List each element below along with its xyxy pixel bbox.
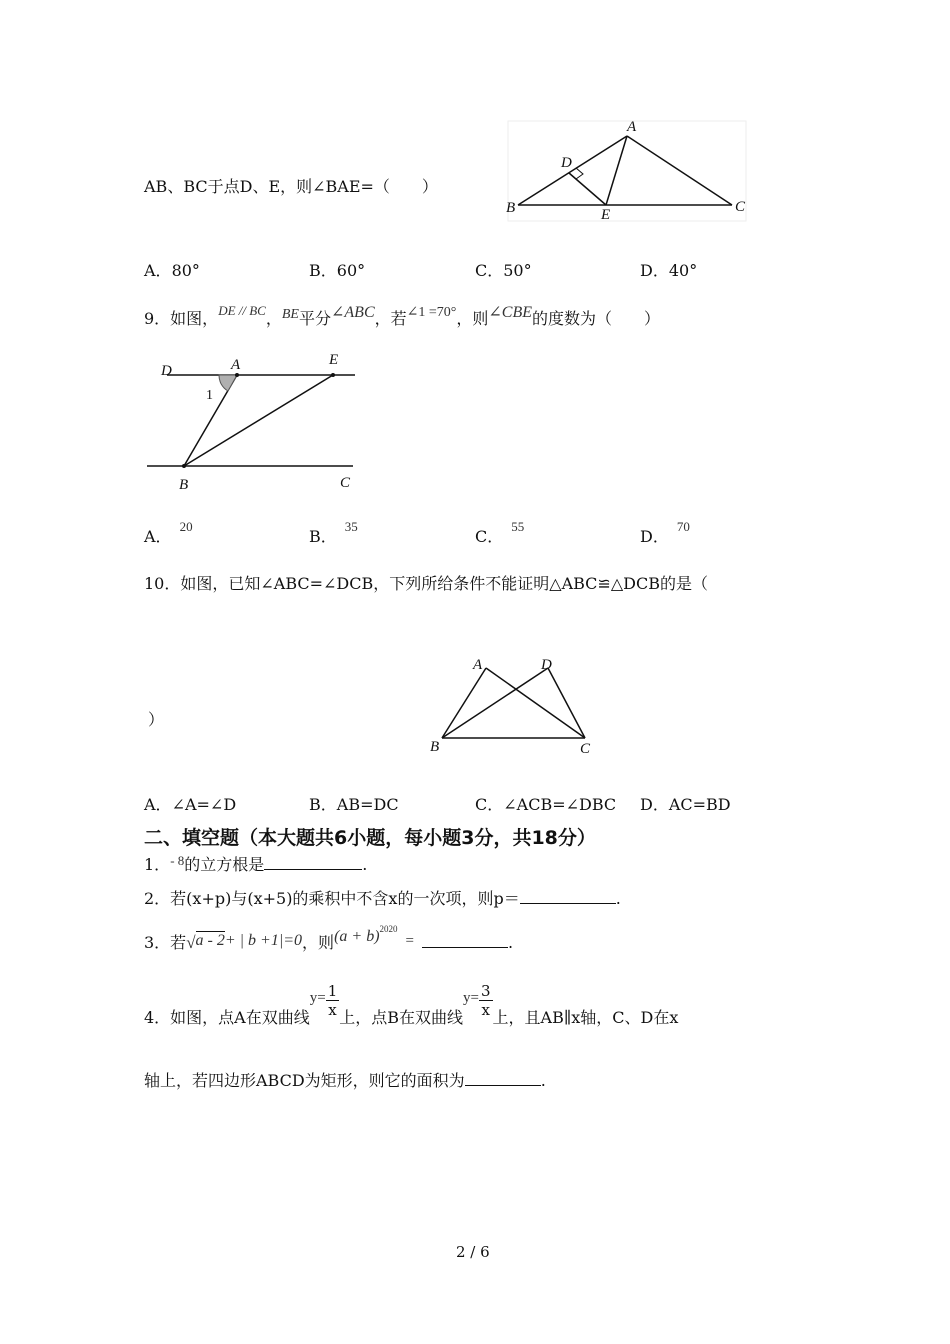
segment-dc xyxy=(548,668,585,738)
fill-question-1: 1．$^{- 8}$的立方根是 . xyxy=(144,853,368,874)
label-b: B xyxy=(430,739,440,755)
page-number: 2 / 6 xyxy=(456,1243,490,1261)
label-d: D xyxy=(541,657,552,673)
fill-question-2: 2．若(x+p)与(x+5)的乘积中不含x的一次项，则p＝ . xyxy=(144,889,621,908)
q10-close-paren: ） xyxy=(148,710,165,729)
q10-option-d: D．AC=BD xyxy=(640,795,731,814)
label-a: A xyxy=(473,657,483,673)
point-e xyxy=(331,373,335,377)
q8-option-b: B．60° xyxy=(309,261,366,280)
point-b xyxy=(182,464,186,468)
segment-ac xyxy=(486,668,585,738)
angle-1-marker xyxy=(219,375,237,391)
label-c: C xyxy=(340,475,351,491)
q10-figure xyxy=(425,650,605,760)
label-a: A xyxy=(231,357,241,373)
label-e: E xyxy=(329,352,339,368)
point-a xyxy=(235,373,239,377)
fill-question-4-line-2: 轴上，若四边形ABCD为矩形，则它的面积为 . xyxy=(144,1071,546,1090)
q9-option-d: D．$^{70}$ xyxy=(640,519,690,546)
q9-figure xyxy=(145,345,365,495)
label-d: D xyxy=(561,155,572,171)
segment-bd xyxy=(442,668,548,738)
q8-stem: AB、BC于点D、E，则∠BAE=（ ） xyxy=(144,177,438,196)
q10-stem: 10．如图，已知∠ABC=∠DCB，下列所给条件不能证明△ABC≌△DCB的是（ xyxy=(144,574,708,593)
q8-option-a: A．80° xyxy=(144,261,200,280)
q9-option-a: A．$^{20}$ xyxy=(144,519,193,546)
answer-blank[interactable] xyxy=(422,933,508,948)
segment-ba xyxy=(442,668,486,738)
answer-blank[interactable] xyxy=(520,889,616,904)
sqrt-sign: √ xyxy=(186,933,196,952)
label-1: 1 xyxy=(206,388,213,403)
fraction-1-over-x: $\frac{1}{x}$ xyxy=(327,982,338,1019)
answer-blank[interactable] xyxy=(465,1071,541,1086)
q10-option-c: C．∠ACB=∠DBC xyxy=(475,795,617,814)
q8-option-d: D．40° xyxy=(640,261,698,280)
label-a: A xyxy=(627,119,637,135)
label-b: B xyxy=(506,200,516,216)
label-d: D xyxy=(161,363,172,379)
q10-option-a: A．∠A=∠D xyxy=(144,795,237,814)
q8-figure xyxy=(500,115,750,225)
label-c: C xyxy=(735,199,746,215)
answer-blank[interactable] xyxy=(264,855,362,870)
label-b: B xyxy=(179,477,189,493)
q8-option-c: C．50° xyxy=(475,261,532,280)
q9-option-b: B．$^{35}$ xyxy=(309,519,358,546)
q9-stem: 9．如图，$^{DE // BC}$，BE平分∠ABC，若∠1 =70°，则∠CBE的度数为（ ） xyxy=(144,303,661,328)
section-title: 二、填空题（本大题共6小题，每小题3分，共18分） xyxy=(144,827,596,849)
fill-question-4: 4．如图，点A在双曲线y= $\frac{1}{x}$ 上，点B在双曲线y= $\frac{3}{x}$ 上，且AB∥x轴，C、D在x xyxy=(144,982,679,1027)
label-c: C xyxy=(580,741,591,757)
fraction-3-over-x: $\frac{3}{x}$ xyxy=(481,982,491,1019)
q9-option-c: C．$^{55}$ xyxy=(475,519,525,546)
q10-option-b: B．AB=DC xyxy=(309,795,399,814)
fill-question-3: 3．若√a - 2+ | b +1|=0，则$(a + b)^{2020}=$ . xyxy=(144,924,514,952)
label-e: E xyxy=(601,207,611,223)
